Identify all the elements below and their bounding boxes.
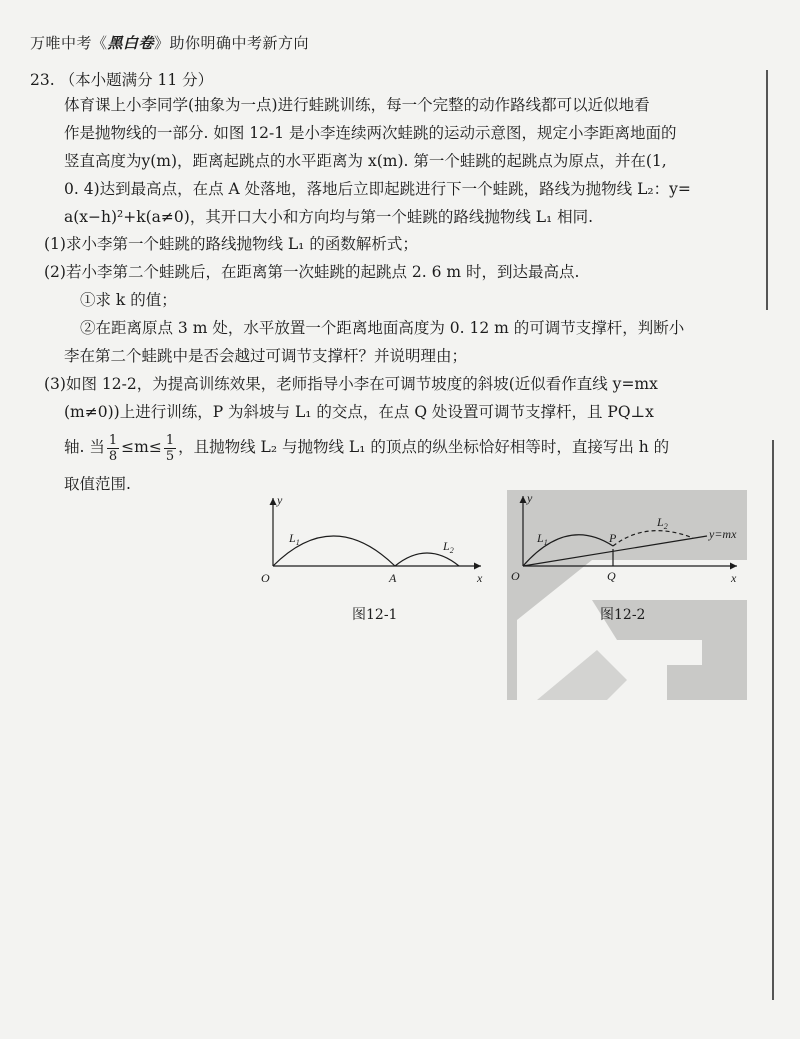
question-line-5: a(x−h)²+k(a≠0)，其开口大小和方向均与第一个蛙跳的路线抛物线 L₁ 相同. — [64, 208, 594, 226]
fig1-origin-label: O — [261, 571, 270, 585]
fig2-point-p-label: P — [609, 531, 617, 545]
margin-rule-top — [766, 70, 768, 310]
fig1-l1-sub: 1 — [295, 538, 300, 547]
fig2-l1-sub: 1 — [543, 538, 548, 547]
fig1-l2-letter: L — [443, 539, 450, 553]
fig1-x-label: x — [477, 571, 483, 585]
frac1-den: 8 — [108, 448, 118, 464]
fig1-l1-label — [288, 531, 300, 547]
fig1-y-label: y — [277, 493, 283, 507]
fig1-point-a-label: A — [389, 571, 397, 585]
part2-sub1: ①求 k 的值； — [80, 291, 177, 309]
fig2-l2-sub: 2 — [663, 522, 668, 531]
question-number: 23. （本小题满分 11 分） — [30, 71, 214, 89]
part2-text: (2)若小李第二个蛙跳后，在距离第一次蛙跳的起跳点 2. 6 m 时，到达最高点. — [44, 263, 580, 281]
figure-12-1 — [255, 492, 495, 592]
question-line-3: 竖直高度为y(m)，距离起跳点的水平距离为 x(m). 第一个蛙跳的起跳点为原点，并在(1, — [64, 152, 667, 170]
figure-12-2 — [497, 490, 767, 700]
header-pre: 万唯中考《 — [30, 34, 108, 52]
fig2-line-label: y=mx — [709, 527, 737, 541]
fig2-point-q-label: Q — [607, 569, 616, 583]
part2-sub2-line1: ②在距离原点 3 m 处，水平放置一个距离地面高度为 0. 12 m 的可调节支撑杆，判断小 — [80, 319, 685, 337]
part3-line3 — [64, 430, 669, 464]
part2-sub2-line2: 李在第二个蛙跳中是否会越过可调节支撑杆？并说明理由； — [64, 347, 468, 365]
fig2-origin-label: O — [511, 569, 520, 583]
fig1-l1-letter: L — [289, 531, 296, 545]
fig2-watermark-shape-3 — [537, 650, 627, 700]
frac2-den: 5 — [165, 448, 175, 464]
frac1-num: 1 — [108, 432, 118, 448]
fig2-y-label: y — [527, 491, 533, 505]
fig2-l1-letter: L — [537, 531, 544, 545]
part3-line1: (3)如图 12-2，为提高训练效果，老师指导小李在可调节坡度的斜坡(近似看作直线 y=mx — [44, 375, 658, 393]
part1-text: (1)求小李第一个蛙跳的路线抛物线 L₁ 的函数解析式； — [44, 235, 418, 253]
fig1-caption: 图12-1 — [352, 607, 398, 623]
fig1-l2-label — [442, 539, 454, 555]
fig2-x-label: x — [731, 571, 737, 585]
part3-line3-b: ，且抛物线 L₂ 与抛物线 L₁ 的顶点的纵坐标恰好相等时，直接写出 h 的 — [178, 438, 670, 456]
fig1-l2-sub: 2 — [449, 546, 454, 555]
part3-line4: 取值范围. — [64, 475, 131, 493]
question-line-4: 0. 4)达到最高点，在点 A 处落地，落地后立即起跳进行下一个蛙跳，路线为抛物线 L₂：y= — [64, 180, 691, 198]
frac2-num: 1 — [165, 432, 175, 448]
fig2-caption: 图12-2 — [600, 607, 646, 623]
page-header — [30, 32, 309, 53]
part3-line2: (m≠0))上进行训练，P 为斜坡与 L₁ 的交点，在点 Q 处设置可调节支撑杆，且 PQ⊥x — [64, 403, 654, 421]
question-line-1: 体育课上小李同学(抽象为一点)进行蛙跳训练，每一个完整的动作路线都可以近似地看 — [64, 96, 650, 114]
part3-line3-mid: ≤m≤ — [121, 438, 162, 456]
question-line-2: 作是抛物线的一部分. 如图 12-1 是小李连续两次蛙跳的运动示意图，规定小李距离地面的 — [64, 124, 677, 142]
fig2-l2-letter: L — [657, 515, 664, 529]
fraction-1-5 — [164, 433, 176, 464]
margin-rule-bottom — [772, 440, 774, 1000]
part3-line3-a: 轴. 当 — [64, 438, 105, 456]
header-brand: 黑白卷 — [107, 34, 155, 52]
fraction-1-8 — [107, 433, 119, 464]
header-post: 》助你明确中考新方向 — [154, 34, 310, 52]
